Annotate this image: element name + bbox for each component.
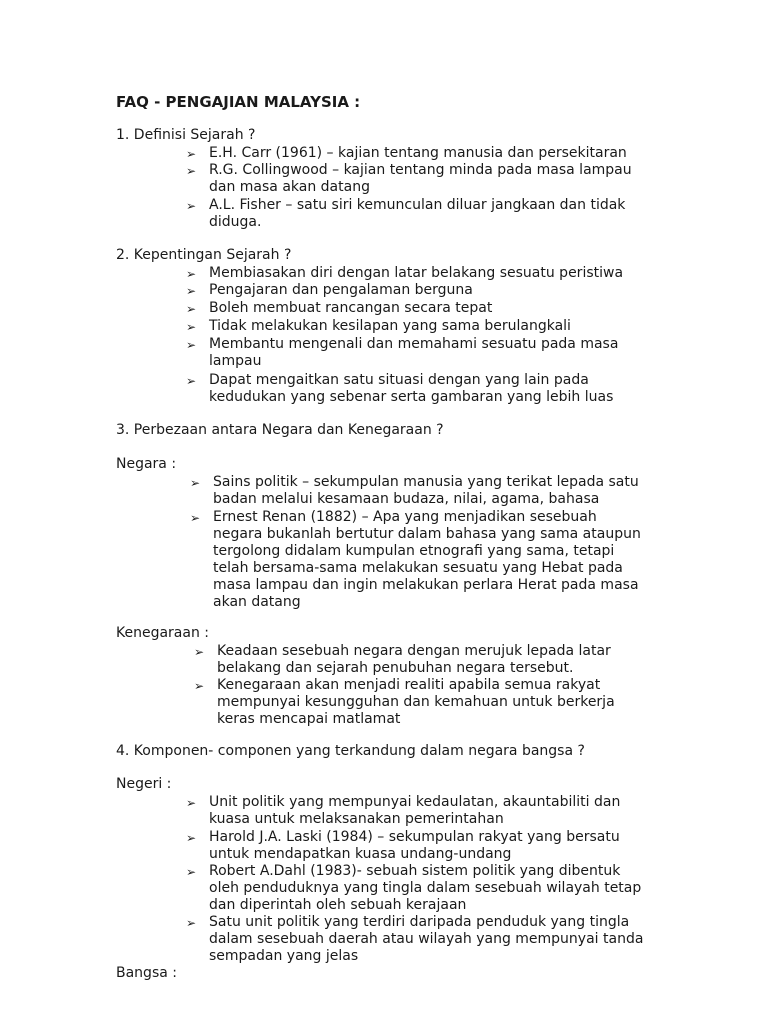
section-2-heading: 2. Kepentingan Sejarah ?	[116, 247, 292, 263]
list-item-line: keras mencapai matlamat	[217, 711, 401, 727]
page-title: FAQ - PENGAJIAN MALAYSIA :	[116, 93, 361, 111]
arrow-bullet-icon: ➢	[186, 267, 197, 281]
arrow-bullet-icon: ➢	[186, 164, 197, 178]
arrow-bullet-icon: ➢	[186, 302, 197, 316]
list-item-line: Unit politik yang mempunyai kedaulatan, akauntabiliti dan	[209, 794, 621, 810]
arrow-bullet-icon: ➢	[186, 831, 197, 845]
arrow-bullet-icon: ➢	[186, 147, 197, 161]
list-item-line: badan melalui kesamaan budaza, nilai, agama, bahasa	[213, 491, 600, 507]
list-item-line: dan masa akan datang	[209, 179, 370, 195]
list-item-line: kuasa untuk melaksanakan pemerintahan	[209, 811, 504, 827]
list-item-line: R.G. Collingwood – kajian tentang minda pada masa lampau	[209, 162, 632, 178]
list-item-line: lampau	[209, 353, 262, 369]
list-item-line: mempunyai kesungguhan dan kemahuan untuk berkerja	[217, 694, 615, 710]
list-item-line: Satu unit politik yang terdiri daripada penduduk yang tingla	[209, 914, 630, 930]
list-item-line: Ernest Renan (1882) – Apa yang menjadikan sesebuah	[213, 509, 597, 525]
arrow-bullet-icon: ➢	[186, 199, 197, 213]
list-item-line: belakang dan sejarah penubuhan negara tersebut.	[217, 660, 574, 676]
list-item-line: tergolong didalam kumpulan etnografi yang sama, tetapi	[213, 543, 615, 559]
section-4-heading: 4. Komponen- componen yang terkandung dalam negara bangsa ?	[116, 743, 585, 759]
bangsa-label: Bangsa :	[116, 965, 177, 981]
list-item-line: Membantu mengenali dan memahami sesuatu pada masa	[209, 336, 619, 352]
section-3-heading: 3. Perbezaan antara Negara dan Kenegaraan ?	[116, 422, 444, 438]
arrow-bullet-icon: ➢	[186, 916, 197, 930]
list-item-line: oleh penduduknya yang tingla dalam sesebuah wilayah tetap	[209, 880, 642, 896]
negara-label: Negara :	[116, 456, 177, 472]
list-item-line: dan diperintah oleh sebuah kerajaan	[209, 897, 467, 913]
list-item-line: A.L. Fisher – satu siri kemunculan diluar jangkaan dan tidak	[209, 197, 626, 213]
negeri-label: Negeri :	[116, 776, 172, 792]
kenegaraan-label: Kenegaraan :	[116, 625, 210, 641]
list-item-line: akan datang	[213, 594, 301, 610]
list-item-line: negara bukanlah bertutur dalam bahasa yang sama ataupun	[213, 526, 641, 542]
arrow-bullet-icon: ➢	[186, 374, 197, 388]
list-item-line: dalam sesebuah daerah atau wilayah yang mempunyai tanda	[209, 931, 644, 947]
arrow-bullet-icon: ➢	[186, 865, 197, 879]
list-item-line: Tidak melakukan kesilapan yang sama berulangkali	[209, 318, 571, 334]
list-item-line: Robert A.Dahl (1983)- sebuah sistem politik yang dibentuk	[209, 863, 621, 879]
list-item-line: Boleh membuat rancangan secara tepat	[209, 300, 493, 316]
list-item-line: untuk mendapatkan kuasa undang-undang	[209, 846, 512, 862]
list-item-line: Keadaan sesebuah negara dengan merujuk lepada latar	[217, 643, 611, 659]
list-item-line: Kenegaraan akan menjadi realiti apabila semua rakyat	[217, 677, 601, 693]
arrow-bullet-icon: ➢	[186, 338, 197, 352]
list-item-line: sempadan yang jelas	[209, 948, 359, 964]
list-item-line: Sains politik – sekumpulan manusia yang terikat lepada satu	[213, 474, 639, 490]
arrow-bullet-icon: ➢	[194, 679, 205, 693]
list-item-line: E.H. Carr (1961) – kajian tentang manusia dan persekitaran	[209, 145, 627, 161]
list-item-line: Pengajaran dan pengalaman berguna	[209, 282, 473, 298]
section-1-heading: 1. Definisi Sejarah ?	[116, 127, 256, 143]
list-item-line: Membiasakan diri dengan latar belakang sesuatu peristiwa	[209, 265, 624, 281]
arrow-bullet-icon: ➢	[186, 284, 197, 298]
list-item-line: masa lampau dan ingin melakukan perlara Herat pada masa	[213, 577, 639, 593]
arrow-bullet-icon: ➢	[186, 320, 197, 334]
arrow-bullet-icon: ➢	[190, 476, 201, 490]
list-item-line: Dapat mengaitkan satu situasi dengan yang lain pada	[209, 372, 589, 388]
list-item-line: telah bersama-sama melakukan sesuatu yang Hebat pada	[213, 560, 623, 576]
arrow-bullet-icon: ➢	[190, 511, 201, 525]
list-item-line: Harold J.A. Laski (1984) – sekumpulan rakyat yang bersatu	[209, 829, 620, 845]
arrow-bullet-icon: ➢	[194, 645, 205, 659]
list-item-line: diduga.	[209, 214, 262, 230]
arrow-bullet-icon: ➢	[186, 796, 197, 810]
list-item-line: kedudukan yang sebenar serta gambaran yang lebih luas	[209, 389, 614, 405]
